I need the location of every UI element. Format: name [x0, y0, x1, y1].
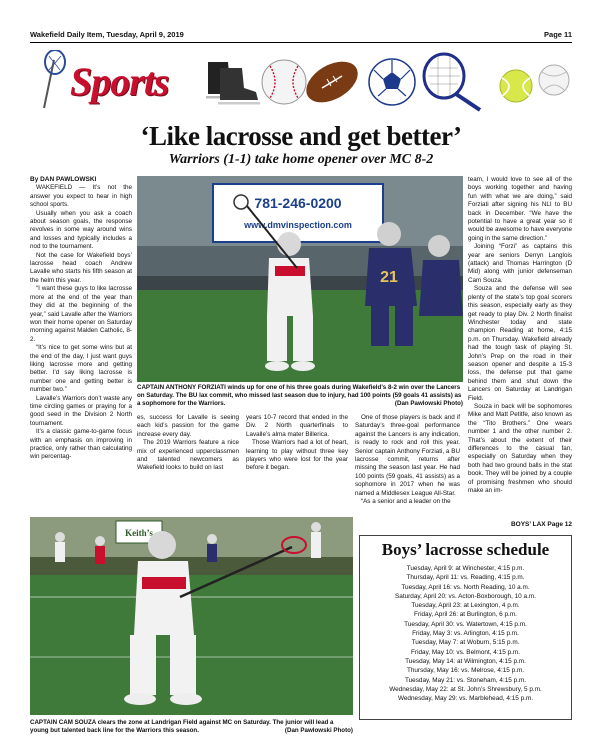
- paragraph: “As a senior and a leader on the: [361, 498, 451, 506]
- photo-caption: [137, 384, 463, 408]
- paragraph: team, I would love to see all of the boys working together and having fun with what we are doing,” said Forziati after signing his NLI to BU back in December. “We have the potential to have a great year so it would be awesome to have everyone going in the same direction.”: [468, 176, 572, 242]
- schedule-item: Tuesday, May 14: at Wilmington, 4:15 p.m.: [405, 657, 526, 665]
- schedule-list: [360, 564, 571, 703]
- schedule-item: Tuesday, April 30: vs. Watertown, 4:15 p.m.: [404, 620, 527, 628]
- photo-credit: (Dan Pawlowski Photo): [394, 400, 463, 407]
- article-column-2: [137, 414, 239, 514]
- schedule-item: Saturday, April 20: vs. Acton-Boxborough, 10 a.m.: [395, 592, 536, 600]
- headline: ‘Like lacrosse and get better’: [140, 121, 462, 151]
- soccer-ball-icon: [369, 59, 415, 105]
- article-column-5: [468, 176, 572, 520]
- schedule-item: Tuesday, May 21: vs. Stoneham, 4:15 p.m.: [404, 676, 527, 684]
- subheadline: Warriors (1-1) take home opener over MC 8-2: [168, 152, 434, 167]
- schedule-item: Wednesday, May 29: vs. Marblehead, 4:15 p.m.: [397, 695, 534, 703]
- byline: By DAN PAWLOWSKI: [30, 176, 97, 183]
- tennis-ball-icon: [500, 70, 532, 102]
- section-title: Sports: [70, 59, 169, 104]
- folio-rule: [30, 42, 572, 43]
- article-column-4: [355, 414, 460, 534]
- paragraph: “It’s nice to get some wins but at the end of the day, I just want guys liking lacrosse more and getting better. I’d say liking lacrosse is number one and getting better is number two.”: [30, 344, 132, 394]
- ball-icon: [539, 65, 569, 95]
- caption-text: CAPTAIN CAM SOUZA clears the zone at Landrigan Field against MC on Saturday. The junior will lead a young but talented back line for the Warriors this season.: [30, 719, 334, 734]
- paragraph: Not the case for Wakefield boys’ lacrosse head coach Andrew Lavalle who starts his fifth season at the helm this year.: [30, 251, 132, 284]
- photo-credit: (Dan Pawlowski Photo): [284, 727, 353, 734]
- schedule-item: Friday, May 3: vs. Arlington, 4:15 p.m.: [412, 630, 519, 638]
- schedule-title: Boys’ lacrosse schedule: [381, 540, 550, 559]
- paragraph: years 10-7 record that ended in the Div. 2 North quarterfinals to Lavalle’s alma mater Billerica.: [246, 414, 348, 438]
- sign-phone: 781-246-0200: [254, 195, 342, 211]
- schedule-item: Friday, May 10: vs. Belmont, 4:15 p.m.: [411, 648, 520, 656]
- article-column-3: [246, 414, 348, 514]
- schedule-item: Tuesday, April 16: vs. North Reading, 10 a.m.: [401, 583, 530, 591]
- sign-keiths: Keith’s: [125, 528, 153, 538]
- photo-souza: [30, 517, 353, 715]
- paragraph: Lavalle’s Warriors don’t waste any time circling games or praying for a good seed in the Division 2 North tournament.: [30, 394, 132, 427]
- paragraph: Souza in back will be sophomores Mike and Matt Petitfe, also known as the “Tito Brothers.” One wears number 1 and the other number 2. That’s about the extent of their differences to the casual fan, especially on Saturday when they both had two ground balls in the stat book. They will be joined by a couple of promising freshmen who should make an im-: [468, 402, 572, 495]
- paragraph: es, success for Lavalle is seeing each kid’s passion for the game increase every day.: [137, 414, 239, 438]
- article-column-1: [30, 176, 132, 536]
- page-number: Page 11: [544, 30, 572, 39]
- schedule-item: Tuesday, May 7: at Woburn, 5:15 p.m.: [411, 639, 520, 647]
- baseball-icon: [262, 60, 306, 104]
- paragraph: “I want these guys to like lacrosse more at the end of the year than they did at the beginning of the year,” said Lavalle after the Warriors won their home opener on Saturday morning against Malden Catholic, 8-2.: [30, 285, 132, 343]
- paragraph: Souza and the defense will see plenty of the state’s top goal scorers this season, especially early as they get ready to play Div. 2 North finalist Winchester today and state champion Reading at home, 4:15 p.m. on Thursday. Wakefield already had the tough task of playing St. John’s Prep on the road in their season opener and despite a 15-3 loss, the defense put that game behind them and shut down the Lancers on Saturday at Landrigan Field.: [468, 285, 572, 402]
- paragraph: It’s a classic game-to-game focus with an emphasis on improving in practice, only rather than calculating win percentag-: [30, 428, 132, 461]
- paragraph: Joining “Forzi” as captains this year are seniors Derryn Langlois (attack) and Thomas Harrington (D Mid) along with junior defenseman Cam Souza.: [468, 243, 572, 284]
- folio-date: Wakefield Daily Item, Tuesday, April 9, 2019: [30, 30, 184, 39]
- svg-text:21: 21: [380, 269, 398, 286]
- jump-line: BOYS’ LAX Page 12: [510, 521, 572, 528]
- schedule-item: Friday, April 26: at Burlington, 6 p.m.: [414, 611, 517, 619]
- paragraph: Those Warriors had a lot of heart, learning to play without three key players who were lost for the year before it began.: [246, 439, 348, 472]
- photo-caption: [30, 719, 353, 735]
- schedule-box: [359, 535, 572, 720]
- paragraph: One of those players is back and if Saturday’s three-goal performance against the Lancers is any indication, is ready to rock and roll this year. Senior captain Anthony Forziati, a BU lacrosse commit, returns after missing the season last year. He had 100 points (59 goals, 41 assists) as a sophomore in 2017 when he was named a Middlesex League All-Star.: [355, 414, 460, 497]
- photo-forziati: [137, 176, 463, 382]
- schedule-item: Tuesday, April 9: at Winchester, 4:15 p.m.: [406, 565, 525, 572]
- schedule-item: Thursday, April 11: vs. Reading, 4:15 p.m.: [406, 574, 525, 582]
- schedule-item: Thursday, May 16: vs. Melrose, 4:15 p.m.: [406, 667, 525, 675]
- schedule-item: Tuesday, April 23: at Lexington, 4 p.m.: [411, 602, 520, 610]
- schedule-item: Wednesday, May 22: at St. John’s Shrewsbury, 5 p.m.: [389, 685, 542, 693]
- folio-line: [30, 30, 572, 39]
- caption-text: CAPTAIN ANTHONY FORZIATI winds up for one of his three goals during Wakefield’s 8-2 win over the Lancers on Saturday. The BU lax commit, who missed last season due to injury, had 100 points (59 goals 41 assists) as a sophomore for the Warriors.: [137, 384, 462, 407]
- paragraph: Usually when you ask a coach about season goals, the response revolves in some way around wins and losses and typically includes a nod to the tournament.: [30, 209, 132, 251]
- sign-url: www.dmvinspection.com: [244, 220, 352, 230]
- paragraph: WAKEFIELD — It’s not the answer you expect to hear in high school sports.: [30, 184, 132, 209]
- paragraph: The 2019 Warriors feature a nice mix of experienced upperclassmen and talented newcomers as Wakefield looks to build on last: [137, 439, 239, 472]
